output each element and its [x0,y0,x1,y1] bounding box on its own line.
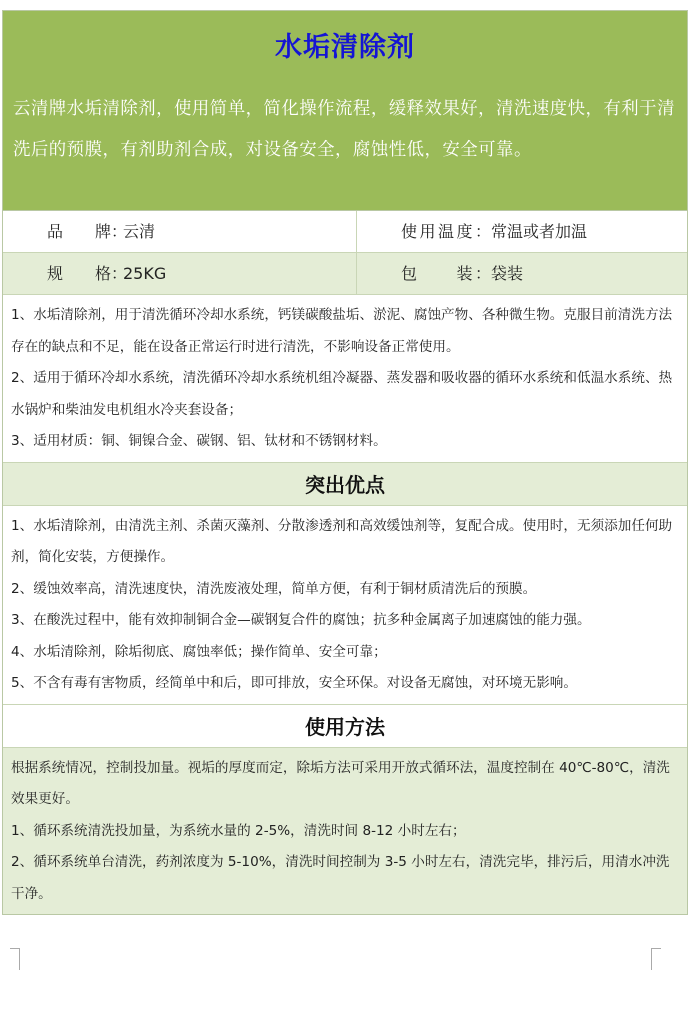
usage-heading: 使用方法 [3,704,687,748]
spec-temperature [357,211,687,253]
application-item: 1、水垢清除剂，用于清洗循环冷却水系统，钙镁碳酸盐垢、淤泥、腐蚀产物、各种微生物。克服目前清洗方法存在的缺点和不足，能在设备正常运行时进行清洗，不影响设备正常使用。 [11,307,673,355]
product-intro: 云清牌水垢清除剂，使用简单，简化操作流程，缓释效果好，清洗速度快，有利于清洗后的预膜，有剂助剂合成，对设备安全，腐蚀性低，安全可靠。 [13,99,675,160]
usage-item: 1、循环系统清洗投加量，为系统水量的 2-5%，清洗时间 8-12 小时左右； [11,822,466,839]
spec-packaging [357,253,687,295]
usage-item: 2、循环系统单台清洗，药剂浓度为 5-10%，清洗时间控制为 3-5 小时左右，清洗完毕，排污后，用清水冲洗干净。 [11,854,670,902]
spec-size [3,253,357,295]
advantage-item: 3、在酸洗过程中，能有效抑制铜合金—碳钢复合件的腐蚀；抗多种金属离子加速腐蚀的能力强。 [11,612,591,628]
title-block [3,11,687,211]
usage-block [3,748,687,915]
advantages-block [3,506,687,704]
page-corner-mark-left [10,948,20,970]
usage-item: 根据系统情况，控制投加量。视垢的厚度而定，除垢方法可采用开放式循环法，温度控制在 40℃-80℃，清洗效果更好。 [11,759,670,807]
applications-block [3,295,687,462]
spec-packaging-value: 袋装 [491,264,524,283]
product-sheet [2,10,688,915]
spec-size-value: 25KG [123,264,167,283]
application-item: 3、适用材质：铜、铜镍合金、碳钢、铝、钛材和不锈钢材料。 [11,433,387,449]
advantages-heading: 突出优点 [3,462,687,506]
spec-brand-label: 品 牌： [47,222,128,241]
product-title: 水垢清除剂 [275,32,415,63]
advantage-item: 5、不含有毒有害物质，经简单中和后，即可排放，安全环保。对设备无腐蚀，对环境无影响。 [11,675,577,691]
spec-temperature-value: 常温或者加温 [491,222,588,241]
spec-size-label: 规 格： [47,264,128,283]
advantage-item: 4、水垢清除剂，除垢彻底、腐蚀率低；操作简单、安全可靠； [11,643,387,660]
advantage-item: 1、水垢清除剂，由清洗主剂、杀菌灭藻剂、分散渗透剂和高效缓蚀剂等，复配合成。使用时，无须添加任何助剂，简化安装，方便操作。 [11,517,673,565]
spec-brand [3,211,357,253]
application-item: 2、适用于循环冷却水系统，清洗循环冷却水系统机组冷凝器、蒸发器和吸收器的循环水系统和低温水系统、热水锅炉和柴油发电机组水冷夹套设备； [11,370,673,418]
spec-brand-value: 云清 [123,222,156,241]
advantage-item: 2、缓蚀效率高，清洗速度快，清洗废液处理，简单方便，有利于铜材质清洗后的预膜。 [11,580,537,597]
spec-table [3,211,687,295]
spec-temperature-label: 使用温度： [401,222,491,241]
spec-packaging-label: 包 装： [401,264,491,283]
page-corner-mark-right [651,948,661,970]
